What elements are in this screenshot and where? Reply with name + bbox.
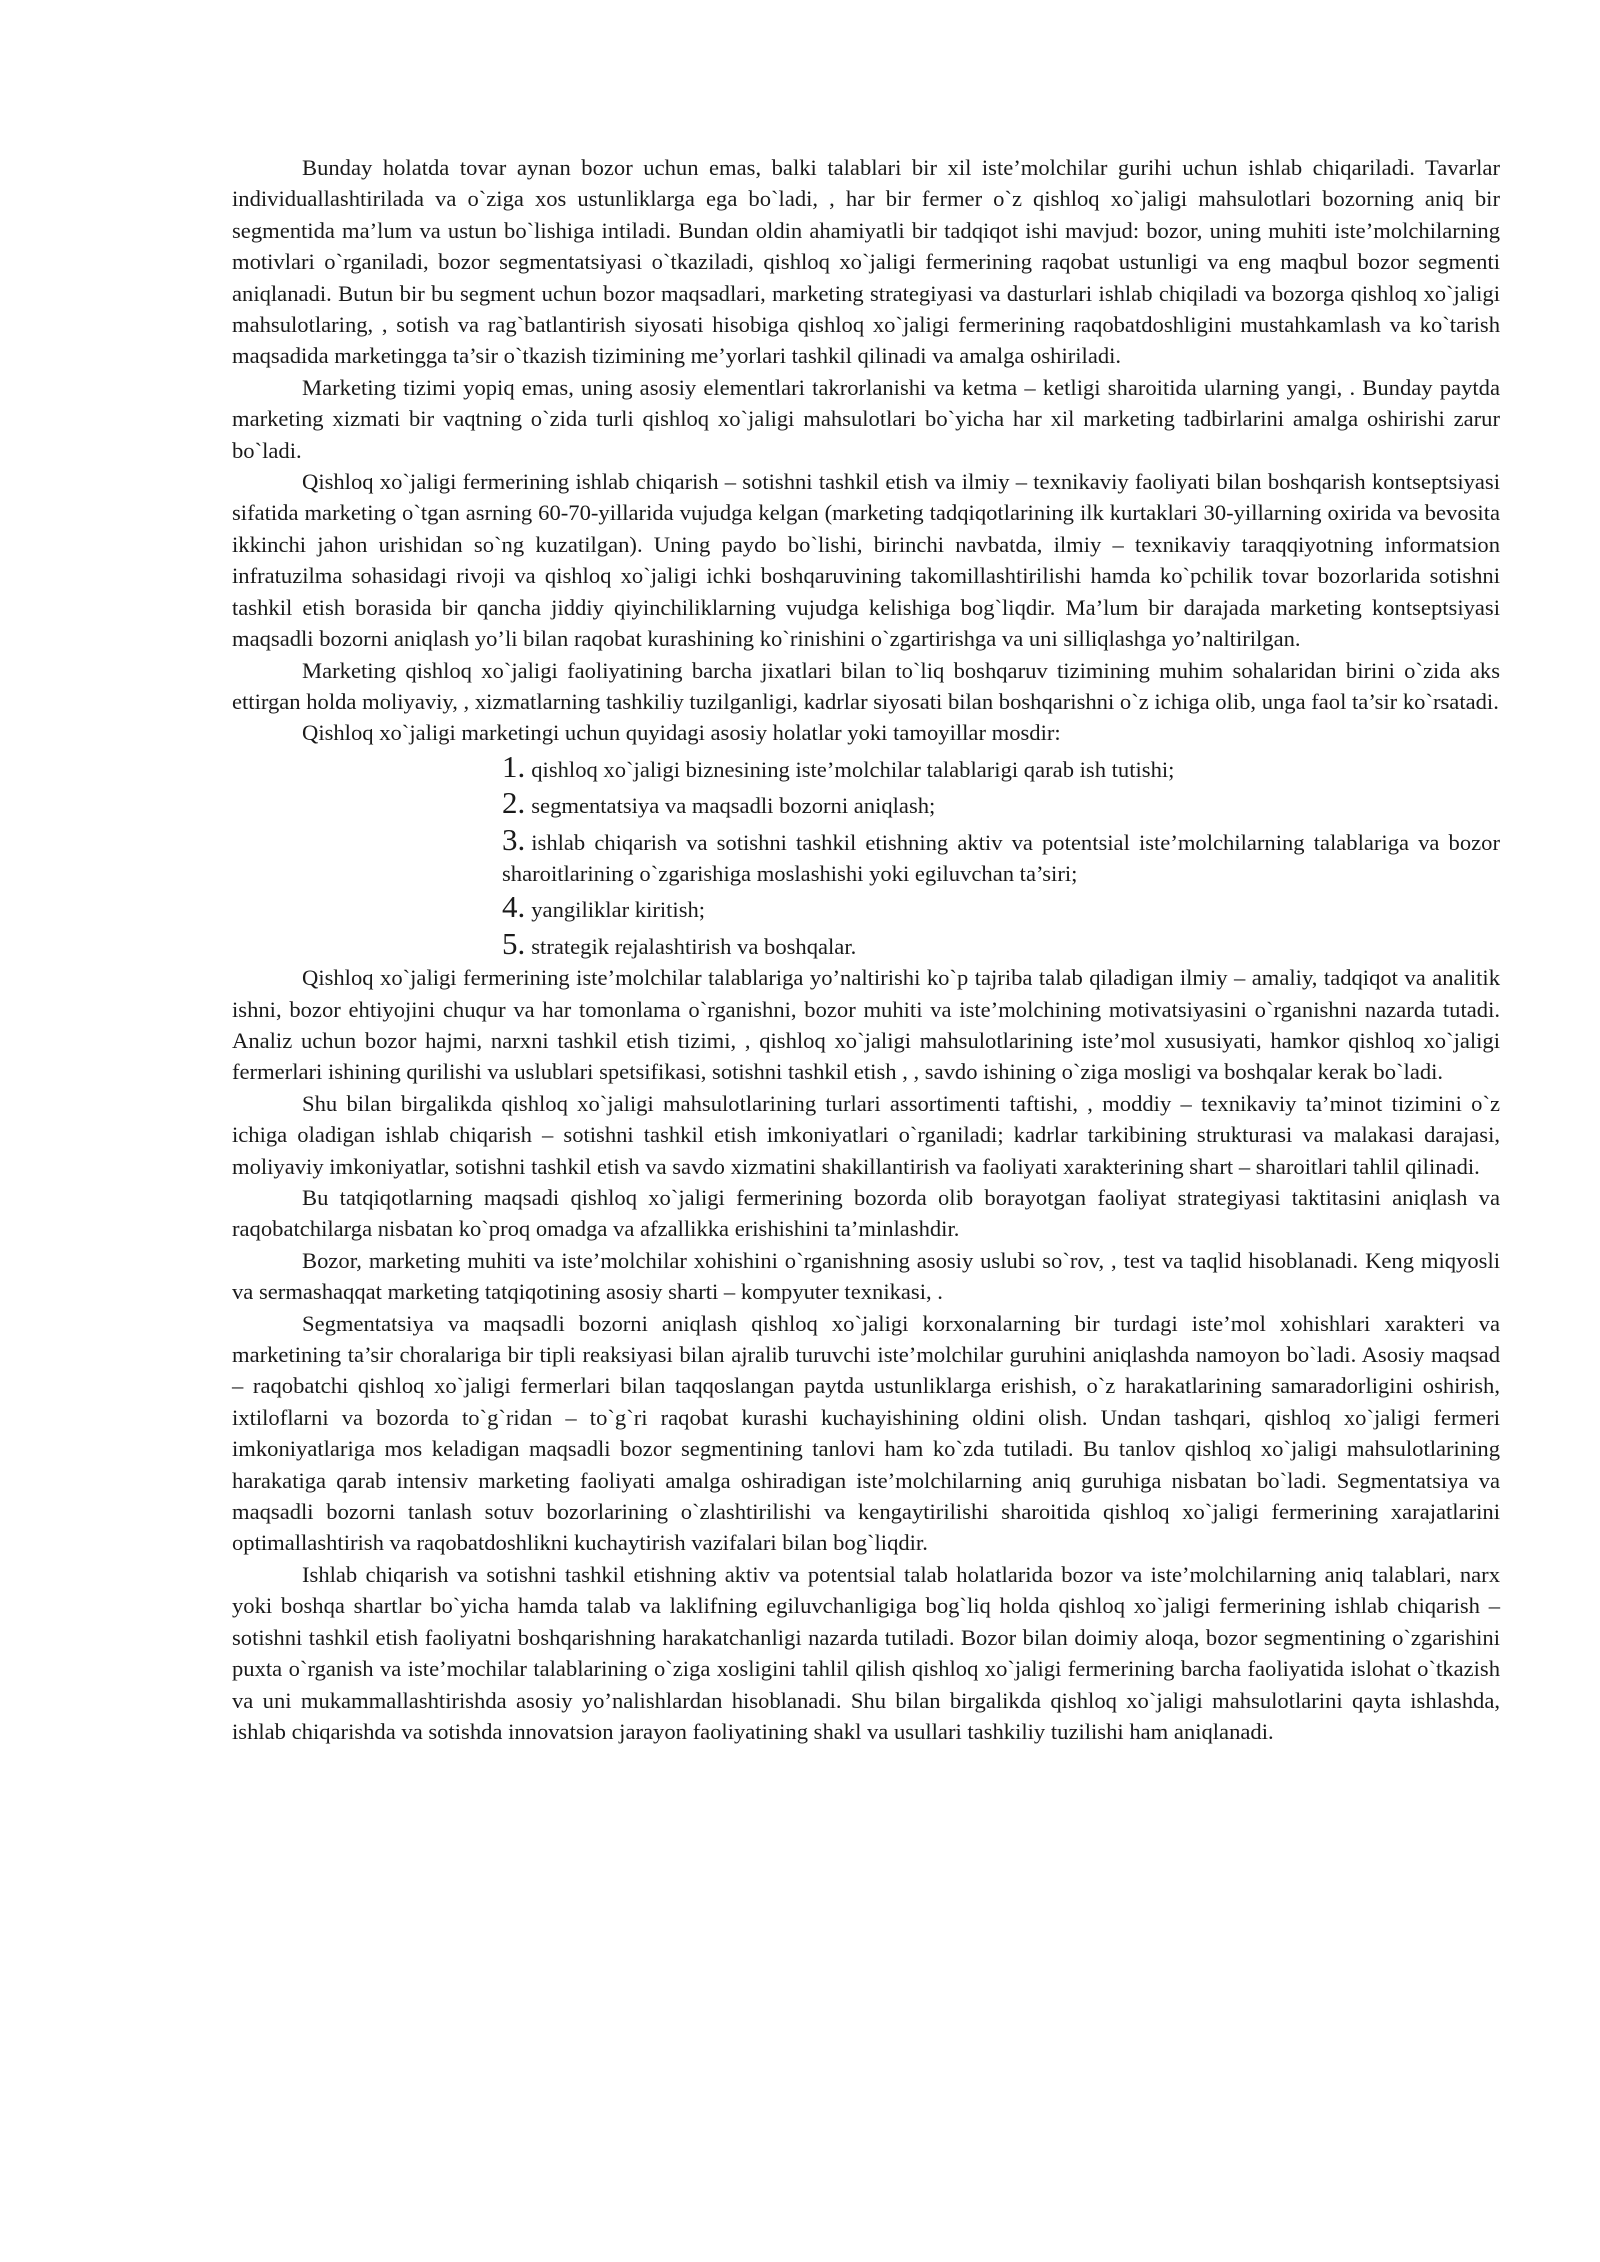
document-page <box>232 152 1500 1747</box>
list-number: 2. <box>502 785 526 821</box>
paragraph: Qishloq xo`jaligi fermerining iste’molchilar talablariga yo’naltirishi ko`p tajriba talab qiladigan ilmiy – amaliy, tadqiqot va analitik ishni, bozor ehtiyojini chuqur va har tomonlama o`rganishni, bozor muhiti va iste’molchining motivatsiyasini o`rganishni nazarda tutadi. Analiz uchun bozor hajmi, narxni tashkil etish tizimi, , qishloq xo`jaligi mahsulotlarining iste’mol xususiyati, hamkor qishloq xo`jaligi fermerlari ishining qurilishi va uslublari spetsifikasi, sotishni tashkil etish , , savdo ishining o`ziga mosligi va boshqalar kerak bo`ladi. <box>232 965 1500 1085</box>
list-item-text: segmentatsiya va maqsadli bozorni aniqlash; <box>531 793 936 819</box>
list-item-text: qishloq xo`jaligi biznesining iste’molchilar talablarigi qarab ish tutishi; <box>531 756 1175 782</box>
list-item-text: strategik rejalashtirish va boshqalar. <box>531 933 857 959</box>
list-item <box>502 925 1500 962</box>
paragraph: Qishloq xo`jaligi marketingi uchun quyidagi asosiy holatlar yoki tamoyillar mosdir: <box>302 720 1061 746</box>
list-item-text: yangiliklar kiritish; <box>531 897 706 923</box>
paragraph: Bunday holatda tovar aynan bozor uchun emas, balki talablari bir xil iste’molchilar gurihi uchun ishlab chiqariladi. Tavarlar individuallashtirilada va o`ziga xos ustunliklarga ega bo`ladi, , har bir fermer o`z qishloq xo`jaligi mahsulotlari bozorning aniq bir segmentida ma’lum va ustun bo`lishiga intiladi. Bundan oldin ahamiyatli bir tadqiqot ishi mavjud: bozor, uning muhiti iste’molchilarning motivlari o`rganiladi, bozor segmentatsiyasi o`tkaziladi, qishloq xo`jaligi fermerining raqobat ustunligi va eng maqbul bozor segmenti aniqlanadi. Butun bir bu segment uchun bozor maqsadlari, marketing strategiyasi va dasturlari ishlab chiqiladi va bozorga qishloq xo`jaligi mahsulotlaring, , sotish va rag`batlantirish siyosati hisobiga qishloq xo`jaligi fermerining raqobatdoshligini mustahkamlash va ko`tarish maqsadida marketingga ta’sir o`tkazish tizimining me’yorlari tashkil qilinadi va amalga oshiriladi. <box>232 155 1500 369</box>
list-number: 1. <box>502 748 526 784</box>
list-item <box>502 891 1500 925</box>
paragraph: Marketing tizimi yopiq emas, uning asosiy elementlari takrorlanishi va ketma – ketligi sharoitida ularning yangi, . Bunday paytda marketing xizmati bir vaqtning o`zida turli qishloq xo`jaligi mahsulotlari bo`yicha har xil marketing tadbirlarini amalga oshirishi zarur bo`ladi. <box>232 374 1500 463</box>
paragraph: Shu bilan birgalikda qishloq xo`jaligi mahsulotlarining turlari assortimenti taftishi, , moddiy – texnikaviy ta’minot tizimini o`z ichiga oladigan ishlab chiqarish – sotishni tashkil etish imkoniyatlari o`rganiladi; kadrlar tarkibining strukturasi va malakasi darajasi, moliyaviy imkoniyatlar, sotishni tashkil etish va savdo xizmatini shakillantirish va faoliyati xarakterining shart – sharoitlari tahlil qilinadi. <box>232 1090 1500 1179</box>
paragraph: Bu tatqiqotlarning maqsadi qishloq xo`jaligi fermerining bozorda olib borayotgan faoliyat strategiyasi taktitasini aniqlash va raqobatchilarga nisbatan ko`proq omadga va afzallikka erishishini ta’minlashdir. <box>232 1185 1500 1242</box>
paragraph: Ishlab chiqarish va sotishni tashkil etishning aktiv va potentsial talab holatlarida bozor va iste’molchilarning aniq talablari, narx yoki boshqa shartlar bo`yicha hamda talab va laklifning egiluvchanligiga bog`liq holda qishloq xo`jaligi fermerining ishlab chiqarish – sotishni tashkil etish faoliyatni boshqarishning harakatchanligi nazarda tutiladi. Bozor bilan doimiy aloqa, bozor segmentining o`zgarishini puxta o`rganish va iste’mochilar talablarining o`ziga xosligini tahlil qilish qishloq xo`jaligi fermerining barcha faoliyatida islohat o`tkazish va uni mukammallashtirishda asosiy yo’nalishlardan hisoblanadi. Shu bilan birgalikda qishloq xo`jaligi mahsulotlarini qayta ishlashda, ishlab chiqarishda va sotishda innovatsion jarayon faoliyatining shakl va usullari tashkiliy tuzilishi ham aniqlanadi. <box>232 1561 1500 1744</box>
paragraph: Marketing qishloq xo`jaligi faoliyatining barcha jixatlari bilan to`liq boshqaruv tizimining muhim sohalaridan birini o`zida aks ettirgan holda moliyaviy, , xizmatlarning tashkiliy tuzilganligi, kadrlar siyosati bilan boshqarishni o`z ichiga olib, unga faol ta’sir ko`rsatadi. <box>232 657 1500 714</box>
list-number: 5. <box>502 925 526 961</box>
paragraph: Segmentatsiya va maqsadli bozorni aniqlash qishloq xo`jaligi korxonalarning bir turdagi iste’mol xohishlari xarakteri va marketining ta’sir choralariga bir tipli reaksiyasi bilan ajralib turuvchi iste’molchilar guruhini aniqlashda namoyon bo`ladi. Asosiy maqsad – raqobatchi qishloq xo`jaligi fermerlari bilan taqqoslangan paytda ustunliklarga erishish, o`z harakatlarining samaradorligini oshirish, ixtiloflarni va bozorda to`g`ridan – to`g`ri raqobat kurashi kuchayishining oldini olish. Undan tashqari, qishloq xo`jaligi fermeri imkoniyatlariga mos keladigan maqsadli bozor segmentining tanlovi ham ko`zda tutiladi. Bu tanlov qishloq xo`jaligi mahsulotlarining harakatiga qarab intensiv marketing faoliyati amalga oshiradigan iste’molchilarning aniq guruhiga nisbatan bo`ladi. Segmentatsiya va maqsadli bozorni tanlash sotuv bozorlarining o`zlashtirilishi va kengaytirilishi sharoitida qishloq xo`jaligi fermerining xarajatlarini optimallashtirish va raqobatdoshlikni kuchaytirish vazifalari bilan bog`liqdir. <box>232 1310 1500 1556</box>
list-item-text: ishlab chiqarish va sotishni tashkil etishning aktiv va potentsial iste’molchilarning talablariga va bozor sharoitlarining o`zgarishiga moslashishi yoki egiluvchan ta’siri; <box>502 829 1500 886</box>
list-item <box>502 748 1500 785</box>
paragraph: Bozor, marketing muhiti va iste’molchilar xohishini o`rganishning asosiy uslubi so`rov, , test va taqlid hisoblanadi. Keng miqyosli va sermashaqqat marketing tatqiqotining asosiy sharti – kompyuter texnikasi, . <box>232 1247 1500 1305</box>
list-number: 3. <box>502 821 526 857</box>
principles-list <box>232 748 1500 962</box>
list-number: 4. <box>502 889 526 925</box>
paragraph: Qishloq xo`jaligi fermerining ishlab chiqarish – sotishni tashkil etish va ilmiy – texnikaviy faoliyati bilan boshqarish kontseptsiyasi sifatida marketing o`tgan asrning 60-70-yillarida vujudga kelgan (marketing tadqiqotlarining ilk kurtaklari 30-yillarning oxirida va bevosita ikkinchi jahon urishidan so`ng kuzatilgan). Uning paydo bo`lishi, birinchi navbatda, ilmiy – texnikaviy taraqqiyotning informatsion infratuzilma sohasidagi rivoji va qishloq xo`jaligi ichki boshqaruvining takomillashtirilishi hamda ko`pchilik tovar bozorlarida sotishni tashkil etish borasida bir qancha jiddiy qiyinchiliklarning vujudga kelishiga bog`liqdir. Ma’lum bir darajada marketing kontseptsiyasi maqsadli bozorni aniqlash yo’li bilan raqobat kurashining ko`rinishini o`zgartirishga va uni silliqlashga yo’naltirilgan. <box>232 469 1500 652</box>
list-item <box>502 821 1500 890</box>
list-item <box>502 787 1500 821</box>
